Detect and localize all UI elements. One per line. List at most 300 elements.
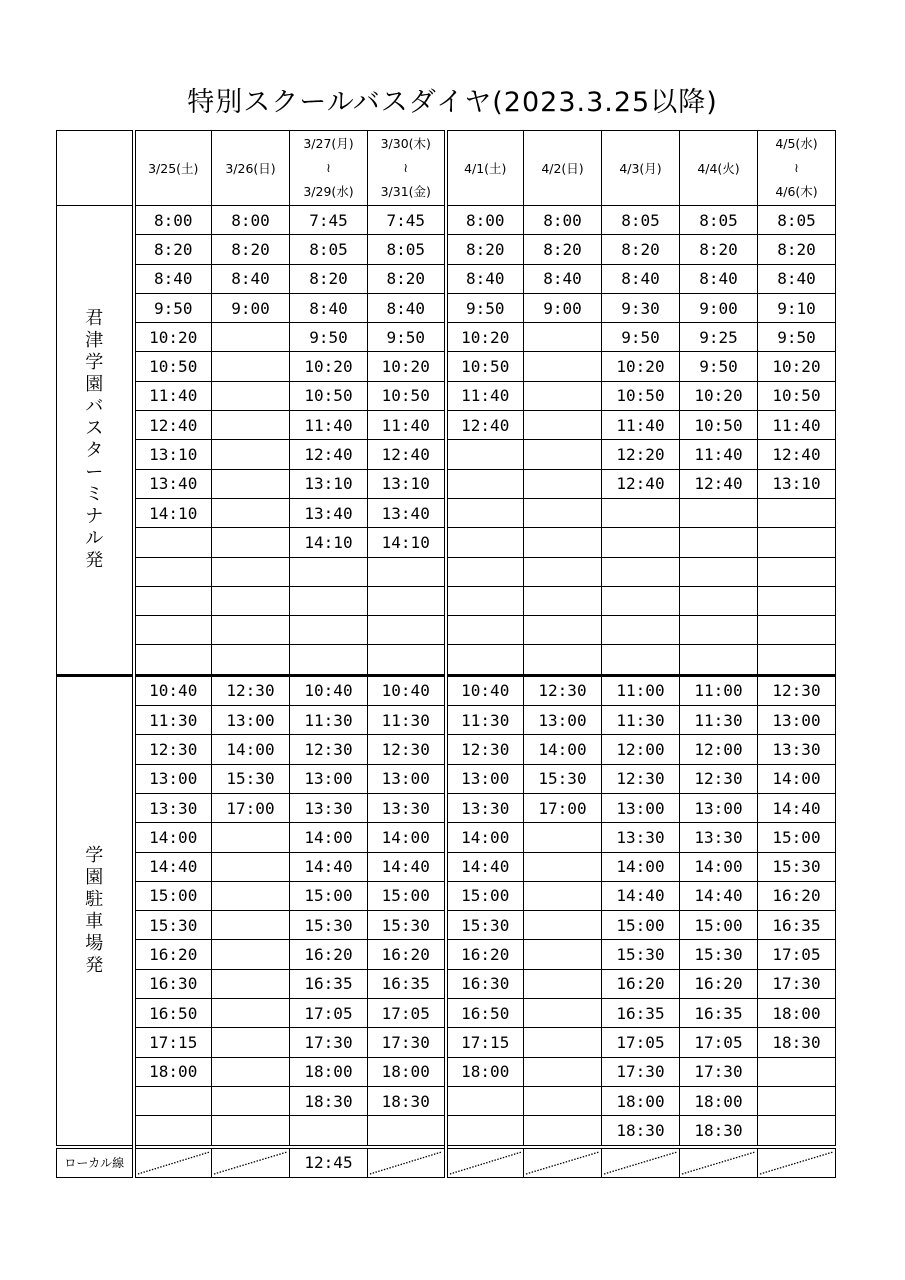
time-cell: 16:30: [134, 969, 212, 998]
column-header-date: [290, 131, 368, 206]
time-cell: 18:30: [602, 1116, 680, 1147]
time-cell: 10:20: [602, 352, 680, 381]
table-row: [57, 645, 836, 675]
time-cell: 8:40: [758, 264, 836, 293]
column-header-date: [446, 131, 524, 206]
time-cell: 10:50: [680, 411, 758, 440]
date-label: 4/3(月): [619, 160, 662, 176]
time-cell: 8:00: [446, 206, 524, 235]
time-cell: [524, 616, 602, 645]
time-cell: 17:05: [680, 1028, 758, 1057]
time-cell: [212, 323, 290, 352]
time-cell: 17:15: [446, 1028, 524, 1057]
time-cell: 12:40: [134, 411, 212, 440]
time-cell: 15:00: [368, 881, 446, 910]
time-cell: 11:00: [602, 675, 680, 705]
time-cell: 13:00: [602, 793, 680, 822]
table-row: [57, 469, 836, 498]
time-cell: [212, 352, 290, 381]
time-cell: 13:00: [212, 706, 290, 735]
time-cell: 13:10: [134, 440, 212, 469]
time-cell: 11:00: [680, 675, 758, 705]
time-cell: 12:30: [602, 764, 680, 793]
time-cell: 14:10: [290, 528, 368, 557]
date-label: 4/4(火): [697, 160, 740, 176]
time-cell: 16:35: [290, 969, 368, 998]
time-cell: [212, 911, 290, 940]
time-cell: 13:00: [758, 706, 836, 735]
time-cell: [524, 528, 602, 557]
diagonal-dotted-line: [680, 1150, 757, 1176]
time-cell: 8:20: [290, 264, 368, 293]
time-cell: [524, 852, 602, 881]
time-cell: 8:20: [212, 235, 290, 264]
time-cell: 16:20: [290, 940, 368, 969]
time-cell: 16:20: [446, 940, 524, 969]
time-cell: [680, 498, 758, 527]
time-cell: [524, 823, 602, 852]
time-cell: 15:30: [524, 764, 602, 793]
time-cell: [524, 440, 602, 469]
time-cell: 8:05: [368, 235, 446, 264]
time-cell: 10:40: [368, 675, 446, 705]
diagonal-dotted-line: [524, 1150, 601, 1176]
time-cell: 8:20: [758, 235, 836, 264]
time-cell: [524, 1028, 602, 1057]
time-cell: 18:00: [290, 1057, 368, 1086]
table-row: [57, 352, 836, 381]
time-cell: [758, 498, 836, 527]
time-cell: 12:40: [368, 440, 446, 469]
date-label: 3/27(月): [303, 136, 354, 151]
time-cell: 18:30: [758, 1028, 836, 1057]
time-cell: [758, 528, 836, 557]
time-cell: [134, 1116, 212, 1147]
time-cell: 17:05: [368, 999, 446, 1028]
time-cell: [758, 557, 836, 586]
time-cell: 13:30: [290, 793, 368, 822]
time-cell: 14:10: [368, 528, 446, 557]
time-cell: 12:00: [602, 735, 680, 764]
time-cell: 11:40: [290, 411, 368, 440]
time-cell: 8:40: [212, 264, 290, 293]
time-cell: 8:40: [524, 264, 602, 293]
time-cell: 18:00: [680, 1086, 758, 1115]
time-cell: [680, 528, 758, 557]
local-line-cell: 12:45: [290, 1147, 368, 1178]
time-cell: 11:40: [758, 411, 836, 440]
time-cell: [212, 1028, 290, 1057]
time-cell: [134, 1086, 212, 1115]
time-cell: 11:30: [134, 706, 212, 735]
time-cell: 16:20: [602, 969, 680, 998]
time-cell: [758, 1086, 836, 1115]
time-cell: 8:05: [680, 206, 758, 235]
table-row: [57, 323, 836, 352]
time-cell: 12:40: [446, 411, 524, 440]
time-cell: 8:00: [212, 206, 290, 235]
time-cell: 8:20: [446, 235, 524, 264]
time-cell: [212, 1086, 290, 1115]
time-cell: 15:30: [212, 764, 290, 793]
time-cell: 8:20: [134, 235, 212, 264]
time-cell: 18:30: [680, 1116, 758, 1147]
time-cell: 18:00: [446, 1057, 524, 1086]
time-cell: 11:40: [368, 411, 446, 440]
time-cell: 10:20: [290, 352, 368, 381]
time-cell: 10:40: [134, 675, 212, 705]
section-label-parking: [57, 675, 134, 1146]
time-cell: 12:20: [602, 440, 680, 469]
time-cell: 10:20: [368, 352, 446, 381]
table-row: [57, 206, 836, 235]
time-cell: [212, 645, 290, 675]
time-cell: 14:40: [290, 852, 368, 881]
date-label: 3/29(水): [303, 184, 354, 199]
time-cell: [524, 881, 602, 910]
date-range-mark: ≀: [326, 160, 331, 175]
time-cell: 17:30: [680, 1057, 758, 1086]
time-cell: 11:40: [602, 411, 680, 440]
diagonal-dotted-line: [212, 1150, 289, 1176]
table-row: [57, 881, 836, 910]
time-cell: [758, 586, 836, 615]
diagonal-dotted-line: [136, 1150, 212, 1176]
time-cell: [758, 645, 836, 675]
date-range-mark: ≀: [794, 160, 799, 175]
time-cell: [758, 1116, 836, 1147]
time-cell: 17:15: [134, 1028, 212, 1057]
time-cell: [680, 586, 758, 615]
time-cell: [680, 645, 758, 675]
time-cell: [524, 352, 602, 381]
time-cell: [290, 557, 368, 586]
diagonal-dotted-line: [368, 1150, 444, 1176]
time-cell: 9:50: [290, 323, 368, 352]
table-row: [57, 293, 836, 322]
time-cell: 7:45: [368, 206, 446, 235]
table-row: [57, 764, 836, 793]
time-cell: 17:30: [602, 1057, 680, 1086]
table-row: [57, 381, 836, 410]
time-cell: 14:40: [602, 881, 680, 910]
time-cell: 15:30: [680, 940, 758, 969]
time-cell: [290, 645, 368, 675]
table-row: [57, 411, 836, 440]
time-cell: [368, 1116, 446, 1147]
time-cell: 17:05: [602, 1028, 680, 1057]
time-cell: [524, 411, 602, 440]
time-cell: 9:10: [758, 293, 836, 322]
time-cell: 15:00: [290, 881, 368, 910]
time-cell: [524, 498, 602, 527]
time-cell: [524, 1057, 602, 1086]
time-cell: 13:00: [290, 764, 368, 793]
time-cell: [446, 1116, 524, 1147]
local-line-cell: [758, 1147, 836, 1178]
time-cell: 17:30: [368, 1028, 446, 1057]
time-cell: [524, 999, 602, 1028]
time-cell: [212, 616, 290, 645]
time-cell: 16:20: [680, 969, 758, 998]
table-row: [57, 793, 836, 822]
time-cell: 15:00: [134, 881, 212, 910]
time-cell: 16:35: [368, 969, 446, 998]
time-cell: 7:45: [290, 206, 368, 235]
time-cell: [212, 823, 290, 852]
time-cell: [212, 881, 290, 910]
time-cell: 10:50: [602, 381, 680, 410]
time-cell: 8:05: [758, 206, 836, 235]
time-cell: 13:10: [758, 469, 836, 498]
time-cell: 10:50: [134, 352, 212, 381]
time-cell: 15:00: [602, 911, 680, 940]
time-cell: 8:40: [290, 293, 368, 322]
time-cell: 12:40: [758, 440, 836, 469]
time-cell: 10:50: [758, 381, 836, 410]
time-cell: 9:00: [680, 293, 758, 322]
table-row: [57, 1116, 836, 1147]
time-cell: 17:00: [524, 793, 602, 822]
time-cell: 9:50: [368, 323, 446, 352]
time-cell: [524, 969, 602, 998]
time-cell: [212, 557, 290, 586]
local-line-cell: [446, 1147, 524, 1178]
time-cell: 14:00: [758, 764, 836, 793]
time-cell: 11:30: [446, 706, 524, 735]
date-label: 4/5(水): [775, 136, 818, 151]
time-cell: 18:00: [602, 1086, 680, 1115]
time-cell: 15:30: [758, 852, 836, 881]
time-cell: 13:30: [758, 735, 836, 764]
time-cell: [446, 616, 524, 645]
time-cell: 14:00: [212, 735, 290, 764]
time-cell: 12:40: [602, 469, 680, 498]
table-row: [57, 586, 836, 615]
time-cell: 8:20: [602, 235, 680, 264]
time-cell: 10:20: [134, 323, 212, 352]
time-cell: 9:00: [524, 293, 602, 322]
time-cell: 14:00: [134, 823, 212, 852]
table-row: [57, 1086, 836, 1115]
time-cell: [290, 586, 368, 615]
time-cell: 8:40: [134, 264, 212, 293]
time-cell: 8:05: [290, 235, 368, 264]
time-cell: 17:30: [290, 1028, 368, 1057]
time-cell: 10:40: [446, 675, 524, 705]
time-cell: [212, 940, 290, 969]
time-cell: 15:30: [134, 911, 212, 940]
time-cell: 16:50: [134, 999, 212, 1028]
time-cell: [368, 616, 446, 645]
time-cell: 10:20: [680, 381, 758, 410]
time-cell: [446, 498, 524, 527]
time-cell: 9:30: [602, 293, 680, 322]
time-cell: 18:00: [134, 1057, 212, 1086]
time-cell: [524, 1086, 602, 1115]
local-line-row: [57, 1147, 836, 1178]
column-header-date: [212, 131, 290, 206]
time-cell: [524, 911, 602, 940]
time-cell: 13:30: [446, 793, 524, 822]
local-line-label: ローカル線: [57, 1147, 134, 1178]
time-cell: [212, 528, 290, 557]
time-cell: [134, 528, 212, 557]
local-line-cell: [212, 1147, 290, 1178]
time-cell: 14:40: [368, 852, 446, 881]
time-cell: 13:00: [524, 706, 602, 735]
time-cell: [446, 586, 524, 615]
time-cell: 18:00: [368, 1057, 446, 1086]
column-header-date: [368, 131, 446, 206]
column-header-date: [758, 131, 836, 206]
time-cell: [446, 1086, 524, 1115]
time-cell: [524, 645, 602, 675]
time-cell: 14:10: [134, 498, 212, 527]
date-label: 4/1(土): [464, 160, 507, 176]
diagonal-dotted-line: [448, 1150, 524, 1176]
time-cell: [134, 645, 212, 675]
table-row: [57, 999, 836, 1028]
time-cell: 13:30: [134, 793, 212, 822]
diagonal-dotted-line: [602, 1150, 679, 1176]
time-cell: 13:00: [680, 793, 758, 822]
time-cell: 10:20: [758, 352, 836, 381]
time-cell: 13:40: [368, 498, 446, 527]
time-cell: [602, 557, 680, 586]
time-cell: [212, 440, 290, 469]
time-cell: 8:20: [524, 235, 602, 264]
time-cell: 12:30: [368, 735, 446, 764]
time-cell: [602, 616, 680, 645]
time-cell: 18:30: [290, 1086, 368, 1115]
time-cell: [290, 616, 368, 645]
time-cell: [212, 411, 290, 440]
time-cell: 12:30: [446, 735, 524, 764]
time-cell: 8:00: [134, 206, 212, 235]
time-cell: [212, 969, 290, 998]
time-cell: 12:40: [680, 469, 758, 498]
time-cell: [212, 586, 290, 615]
table-row: [57, 823, 836, 852]
time-cell: [134, 586, 212, 615]
time-cell: 13:30: [368, 793, 446, 822]
time-cell: 13:00: [446, 764, 524, 793]
time-cell: 12:30: [134, 735, 212, 764]
time-cell: 13:40: [290, 498, 368, 527]
time-cell: 15:30: [446, 911, 524, 940]
time-cell: 9:25: [680, 323, 758, 352]
column-header-date: [134, 131, 212, 206]
table-row: [57, 735, 836, 764]
time-cell: 13:10: [368, 469, 446, 498]
date-range-mark: ≀: [403, 160, 409, 175]
time-cell: 8:20: [368, 264, 446, 293]
time-cell: 9:50: [446, 293, 524, 322]
time-cell: 14:40: [446, 852, 524, 881]
time-cell: [602, 645, 680, 675]
table-row: [57, 1028, 836, 1057]
date-label: 3/31(金): [380, 184, 431, 199]
time-cell: [524, 940, 602, 969]
time-cell: [446, 469, 524, 498]
time-cell: [524, 1116, 602, 1147]
table-row: [57, 1057, 836, 1086]
time-cell: 17:05: [290, 999, 368, 1028]
time-cell: 8:20: [680, 235, 758, 264]
time-cell: 14:40: [758, 793, 836, 822]
table-row: [57, 557, 836, 586]
time-cell: 17:05: [758, 940, 836, 969]
header-row: [57, 131, 836, 206]
time-cell: 16:30: [446, 969, 524, 998]
time-cell: 11:30: [680, 706, 758, 735]
bus-timetable: [56, 130, 836, 1178]
time-cell: 14:00: [446, 823, 524, 852]
time-cell: [290, 1116, 368, 1147]
time-cell: 15:00: [758, 823, 836, 852]
time-cell: 12:30: [524, 675, 602, 705]
time-cell: [134, 616, 212, 645]
time-cell: 14:00: [680, 852, 758, 881]
time-cell: 12:30: [290, 735, 368, 764]
time-cell: 10:50: [368, 381, 446, 410]
time-cell: [368, 557, 446, 586]
time-cell: 16:20: [134, 940, 212, 969]
time-cell: [446, 528, 524, 557]
time-cell: 16:35: [758, 911, 836, 940]
table-row: [57, 528, 836, 557]
time-cell: 15:30: [368, 911, 446, 940]
time-cell: 8:40: [446, 264, 524, 293]
time-cell: 16:35: [602, 999, 680, 1028]
time-cell: 18:30: [368, 1086, 446, 1115]
time-cell: [446, 645, 524, 675]
section-label-text: 学 園 駐 車 場 発: [85, 844, 104, 976]
time-cell: 9:00: [212, 293, 290, 322]
local-line-cell: [680, 1147, 758, 1178]
table-row: [57, 911, 836, 940]
time-cell: [446, 557, 524, 586]
table-row: [57, 706, 836, 735]
table-row: [57, 940, 836, 969]
time-cell: [524, 323, 602, 352]
time-cell: 13:00: [134, 764, 212, 793]
time-cell: 10:50: [446, 352, 524, 381]
time-cell: 13:00: [368, 764, 446, 793]
time-cell: [212, 1116, 290, 1147]
time-cell: 13:30: [602, 823, 680, 852]
time-cell: [368, 586, 446, 615]
time-cell: 11:40: [446, 381, 524, 410]
page-title: 特別スクールバスダイヤ(2023.3.25以降): [187, 87, 718, 118]
date-label: 4/6(木): [775, 184, 818, 199]
header-corner: [57, 131, 134, 206]
time-cell: [524, 381, 602, 410]
time-cell: 9:50: [602, 323, 680, 352]
time-cell: [212, 469, 290, 498]
time-cell: [524, 469, 602, 498]
time-cell: [212, 852, 290, 881]
time-cell: [212, 999, 290, 1028]
table-row: [57, 440, 836, 469]
time-cell: 10:20: [446, 323, 524, 352]
time-cell: [368, 645, 446, 675]
column-header-date: [524, 131, 602, 206]
table-row: [57, 852, 836, 881]
table-row: [57, 498, 836, 527]
local-line-cell: [134, 1147, 212, 1178]
